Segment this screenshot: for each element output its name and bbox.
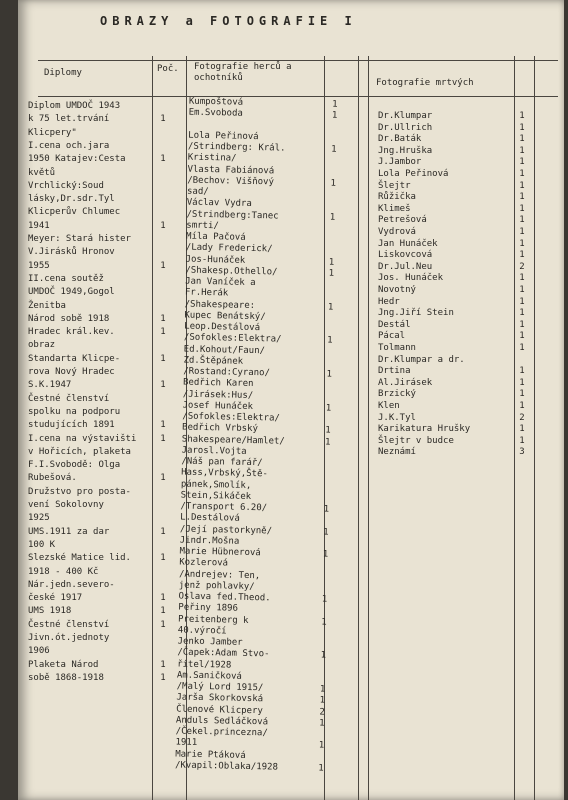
diplom-count: 1 bbox=[160, 327, 166, 338]
diplom-count: 1 bbox=[160, 659, 166, 670]
foto-mrtvych-count: 1 bbox=[519, 319, 525, 330]
foto-zivych-count: 1 bbox=[327, 335, 333, 346]
header-foto-zivych: Fotografie herců a ochotníků bbox=[194, 62, 292, 83]
diplom-line: 1925 bbox=[28, 513, 50, 524]
foto-mrtvych-count: 1 bbox=[519, 331, 525, 342]
diplom-line: české 1917 bbox=[28, 593, 83, 604]
foto-zivych-line: Fr.Herák bbox=[184, 287, 229, 299]
foto-mrtvych-count: 1 bbox=[519, 250, 525, 261]
diplom-line: Standarta Klicpe- bbox=[28, 353, 121, 364]
foto-mrtvych-name: Petrešová bbox=[378, 215, 427, 226]
foto-mrtvych-name: Dr.Ullrich bbox=[378, 122, 433, 133]
foto-zivych-count: 1 bbox=[319, 718, 325, 729]
foto-zivych-line: L.Destálová bbox=[180, 512, 240, 525]
foto-mrtvych-count: 1 bbox=[519, 134, 525, 145]
foto-zivych-count: 1 bbox=[328, 257, 335, 268]
foto-zivych-line: /Bechov: Višňový bbox=[187, 175, 275, 188]
foto-zivych-line: Peřiny 1896 bbox=[178, 602, 239, 614]
foto-zivych-count: 1 bbox=[332, 99, 338, 110]
foto-mrtvych-count: 2 bbox=[519, 412, 525, 423]
foto-zivych-line: sad/ bbox=[186, 186, 209, 198]
diplom-line: sobě 1868-1918 bbox=[28, 672, 104, 683]
diplom-line: Hradec král.kev. bbox=[28, 327, 115, 338]
foto-mrtvych-name: J.K.Tyl bbox=[378, 412, 416, 423]
foto-zivych-line: Oslava fed.Theod. bbox=[178, 591, 271, 604]
foto-mrtvych-name: Destál bbox=[378, 319, 411, 330]
foto-zivych-line: jenž pohlavky/ bbox=[178, 580, 255, 592]
foto-mrtvych-name: Al.Jirásek bbox=[378, 377, 433, 388]
diplom-count: 1 bbox=[160, 380, 166, 391]
foto-mrtvych-count: 1 bbox=[519, 203, 525, 214]
foto-zivych-line: Shakespeare/Hamlet/ bbox=[181, 434, 285, 447]
foto-mrtvych-name: Pácal bbox=[378, 331, 406, 342]
foto-zivych-line: /Malý Lord 1915/ bbox=[176, 681, 264, 694]
foto-mrtvych-name: Dr.Klumpar bbox=[378, 111, 433, 121]
diplom-line: květů bbox=[28, 167, 56, 178]
foto-mrtvych-count: 3 bbox=[519, 447, 525, 458]
foto-mrtvych-name: J.Jambor bbox=[378, 157, 422, 168]
foto-zivych-line: pánek,Smolík, bbox=[180, 479, 252, 491]
diplom-count: 1 bbox=[160, 260, 166, 271]
foto-mrtvych-count: 1 bbox=[519, 366, 525, 377]
foto-zivych-line: /Shakesp.Othello/ bbox=[185, 265, 278, 278]
diplom-count: 1 bbox=[160, 473, 166, 484]
diplom-line: 100 K bbox=[28, 539, 56, 550]
foto-mrtvych-name: Šlejtr bbox=[378, 180, 411, 191]
foto-mrtvych-count: 2 bbox=[519, 261, 525, 272]
diplom-line: Klicperův Chlumec bbox=[28, 207, 121, 218]
diplom-line: Družstvo pro posta- bbox=[28, 486, 131, 497]
foto-mrtvych-count: 1 bbox=[519, 192, 525, 203]
foto-zivych-line: 1911 bbox=[175, 737, 198, 749]
foto-mrtvych-name: Dr.Jul.Neu bbox=[378, 261, 433, 272]
foto-zivych-line: /Andrejev: Ten, bbox=[178, 568, 261, 581]
foto-zivych-line: Členové Klicpery bbox=[176, 703, 263, 716]
foto-mrtvych-count: 1 bbox=[519, 122, 525, 133]
diplom-count: 1 bbox=[160, 553, 166, 564]
foto-zivych-line: /Sofokles:Elektra/ bbox=[182, 411, 280, 424]
diplom-line: vení Sokolovny bbox=[28, 500, 104, 510]
foto-zivych-line: Zd.Štěpánek bbox=[183, 355, 244, 367]
foto-zivych-count: 1 bbox=[324, 437, 331, 448]
foto-zivych-line: /Čapek:Adam Stvo- bbox=[177, 647, 270, 660]
diplom-line: lásky,Dr.sdr.Tyl bbox=[28, 194, 115, 205]
diplom-line: spolku na podporu bbox=[28, 406, 121, 417]
foto-zivych-count: 1 bbox=[328, 268, 335, 279]
foto-zivych-line: Vlasta Fabiánová bbox=[187, 164, 275, 176]
diplom-line: UMS.1911 za dar bbox=[28, 526, 110, 537]
foto-mrtvych-name: Tolmann bbox=[378, 343, 416, 353]
diplom-line: Nár.jedn.severo- bbox=[28, 579, 115, 590]
foto-zivych-count: 1 bbox=[323, 527, 329, 538]
foto-zivych-count: 1 bbox=[319, 684, 326, 695]
foto-zivych-line: Anduls Sedláčková bbox=[175, 715, 269, 728]
foto-zivych-line: Am.Saničková bbox=[176, 670, 243, 682]
foto-zivych-line: Kupec Benátský/ bbox=[184, 310, 266, 323]
foto-mrtvych-name: Dr.Klumpar a dr. bbox=[378, 354, 465, 365]
diplom-line: V.Jirásků Hronov bbox=[28, 247, 115, 258]
diplom-line: Rubešová. bbox=[28, 473, 77, 484]
header-diplomy: Diplomy bbox=[44, 68, 82, 78]
diplom-count: 1 bbox=[160, 154, 166, 165]
diplom-line: 1918 - 400 Kč bbox=[28, 566, 99, 577]
foto-mrtvych-count: 1 bbox=[519, 169, 525, 179]
foto-zivych-line: Míla Pačová bbox=[185, 231, 246, 243]
foto-mrtvych-count: 1 bbox=[519, 308, 525, 319]
foto-mrtvych-name: Karikatura Hrušky bbox=[378, 424, 471, 435]
foto-zivych-line: Kozlerová bbox=[179, 557, 229, 569]
diplom-line: F.I.Svobodě: Olga bbox=[28, 460, 121, 471]
diplom-line: II.cena soutěž bbox=[28, 273, 104, 284]
diplom-line: obraz bbox=[28, 340, 56, 351]
foto-zivych-line: /Shakespeare: bbox=[184, 299, 256, 311]
foto-mrtvych-count: 1 bbox=[519, 238, 525, 249]
foto-zivych-line: Kristina/ bbox=[187, 152, 237, 164]
diplom-line: Diplom UMDOČ 1943 bbox=[28, 101, 121, 111]
diplom-count: 1 bbox=[160, 606, 166, 617]
diplom-count: 1 bbox=[160, 313, 166, 324]
foto-zivych-line: Leop.Destálová bbox=[184, 321, 261, 334]
document-page bbox=[18, 0, 564, 800]
foto-zivych-line: Em.Svoboda bbox=[188, 107, 243, 119]
diplom-line: Meyer: Stará hister bbox=[28, 234, 131, 244]
foto-zivych-line: /Lady Frederick/ bbox=[185, 242, 273, 255]
foto-mrtvych-name: Lola Peřinová bbox=[378, 169, 449, 179]
foto-mrtvych-count: 1 bbox=[519, 424, 525, 435]
foto-mrtvych-name: Jan Hunáček bbox=[378, 238, 438, 249]
foto-mrtvych-count: 1 bbox=[519, 180, 525, 191]
foto-zivych-line: Jenko Jamber bbox=[177, 636, 243, 648]
diplom-line: Čestné členství bbox=[28, 393, 110, 404]
foto-mrtvych-count: 1 bbox=[519, 401, 525, 411]
foto-mrtvych-name: Dr.Baták bbox=[378, 134, 422, 145]
foto-zivych-count: 1 bbox=[318, 740, 325, 751]
foto-zivych-line: Jos-Hunáček bbox=[185, 254, 246, 266]
foto-zivych-line: Stein,Sikáček bbox=[180, 490, 252, 502]
header-foto-mrtvych: Fotografie mrtvých bbox=[376, 78, 474, 88]
foto-zivych-line: Bedřich Karen bbox=[182, 377, 254, 390]
foto-zivych-count: 1 bbox=[326, 369, 333, 380]
foto-zivych-count: 1 bbox=[322, 549, 329, 560]
foto-zivych-line: /Strindberg: Král. bbox=[187, 141, 286, 154]
foto-zivych-count: 1 bbox=[323, 504, 330, 515]
diplom-line: rova Nový Hradec bbox=[28, 367, 115, 377]
header-pocet: Poč. bbox=[157, 64, 179, 74]
foto-mrtvych-name: Klimeš bbox=[378, 203, 411, 214]
foto-zivych-line: Jarosl.Vojta bbox=[181, 445, 247, 457]
diplom-line: 1941 bbox=[28, 220, 50, 231]
foto-zivych-count: 2 bbox=[319, 706, 325, 718]
foto-zivych-count: 1 bbox=[329, 212, 336, 223]
diplom-count: 1 bbox=[160, 672, 166, 683]
foto-mrtvych-count: 1 bbox=[519, 285, 525, 295]
foto-zivych-count: 1 bbox=[321, 616, 327, 628]
diplom-line: Čestné členství bbox=[28, 619, 110, 630]
foto-zivych-line: /Strindberg:Tanec bbox=[186, 209, 279, 222]
foto-mrtvych-count: 1 bbox=[519, 227, 525, 237]
foto-zivych-count: 1 bbox=[325, 403, 332, 414]
foto-zivych-line: /Sofokles:Elektra/ bbox=[183, 332, 282, 345]
foto-zivych-line: Ed.Kohout/Faun/ bbox=[183, 344, 266, 356]
diplom-count: 1 bbox=[160, 220, 166, 231]
foto-zivych-line: Hass,Vrbský,Ště- bbox=[181, 467, 268, 480]
diplom-line: Klicpery" bbox=[28, 127, 77, 138]
foto-zivych-line: smrti/ bbox=[186, 220, 219, 232]
foto-zivych-count: 1 bbox=[320, 650, 327, 661]
foto-mrtvych-name: Drtina bbox=[378, 366, 411, 377]
diplom-line: I.cena och.jara bbox=[28, 140, 110, 151]
foto-zivych-line: řitel/1928 bbox=[177, 658, 232, 671]
foto-zivych-line: /Kvapil:Oblaka/1928 bbox=[174, 760, 279, 773]
foto-mrtvych-name: Vydrová bbox=[378, 227, 416, 237]
diplom-line: Ženitba bbox=[28, 300, 66, 311]
foto-zivych-line: Václav Vydra bbox=[186, 197, 252, 210]
foto-zivych-line: Jindr.Mošna bbox=[179, 535, 240, 547]
diplom-count: 1 bbox=[160, 593, 166, 604]
foto-mrtvych-name: Jng.Hruška bbox=[378, 145, 433, 156]
diplom-line: Slezské Matice lid. bbox=[28, 553, 131, 564]
foto-zivych-line: Josef Hunáček bbox=[182, 400, 254, 412]
foto-zivych-line: /Její pastorkyně/ bbox=[179, 524, 273, 536]
diplom-line: UMDOČ 1949,Gogol bbox=[28, 287, 115, 298]
foto-mrtvych-count: 1 bbox=[519, 343, 525, 353]
foto-zivych-line: /Náš pan farář/ bbox=[181, 456, 263, 469]
foto-zivych-line: /Transport 6.20/ bbox=[180, 501, 268, 514]
foto-mrtvych-count: 1 bbox=[519, 273, 525, 284]
diplom-count: 1 bbox=[160, 420, 166, 431]
diplom-line: Jivn.ót.jednoty bbox=[28, 633, 110, 643]
foto-zivych-line: Jan Vaníček a bbox=[185, 276, 256, 289]
diplom-line: studujících 1891 bbox=[28, 420, 115, 431]
page-title: OBRAZY a FOTOGRAFIE I bbox=[100, 14, 357, 28]
foto-zivych-line: /Čekel.princezna/ bbox=[175, 726, 268, 739]
foto-zivych-line: Preitenberg k bbox=[177, 613, 249, 626]
foto-mrtvych-name: Klen bbox=[378, 401, 400, 411]
diplom-line: Národ sobě 1918 bbox=[28, 313, 110, 324]
foto-mrtvych-name: Jos. Hunáček bbox=[378, 273, 444, 284]
foto-mrtvych-name: Novotný bbox=[378, 285, 416, 295]
foto-mrtvych-count: 1 bbox=[519, 296, 525, 307]
foto-zivych-count: 1 bbox=[331, 110, 338, 121]
diplom-line: 1955 bbox=[28, 260, 50, 271]
diplom-count: 1 bbox=[160, 619, 166, 630]
foto-mrtvych-count: 1 bbox=[519, 215, 525, 226]
foto-mrtvych-name: Jng.Jiří Stein bbox=[378, 308, 454, 319]
foto-mrtvych-name: Hedr bbox=[378, 296, 400, 307]
diplom-count: 1 bbox=[160, 353, 166, 364]
foto-mrtvych-name: Neznámí bbox=[378, 447, 416, 458]
diplom-count: 1 bbox=[160, 114, 166, 125]
foto-mrtvych-count: 1 bbox=[519, 389, 525, 400]
foto-zivych-line: Lola Peřinová bbox=[188, 130, 259, 142]
foto-mrtvych-count: 1 bbox=[519, 377, 525, 388]
foto-mrtvych-name: Šlejtr v budce bbox=[378, 435, 454, 446]
diplom-count: 1 bbox=[160, 526, 166, 537]
foto-zivych-count: 1 bbox=[330, 178, 337, 189]
diplom-line: 1950 Katajev:Cesta bbox=[28, 154, 126, 165]
foto-zivych-line: /Jirásek:Hus/ bbox=[182, 389, 254, 401]
diplom-line: I.cena na výstavišti bbox=[28, 433, 137, 444]
diplom-line: S.K.1947 bbox=[28, 380, 72, 391]
foto-mrtvych-count: 1 bbox=[519, 111, 525, 121]
diplom-line: 1906 bbox=[28, 646, 50, 657]
foto-zivych-line: Bedřich Vrbský bbox=[181, 422, 259, 435]
foto-mrtvych-count: 1 bbox=[519, 435, 525, 446]
foto-mrtvych-count: 1 bbox=[519, 145, 525, 156]
diplom-line: k 75 let.trvání bbox=[28, 114, 110, 125]
foto-zivych-count: 1 bbox=[331, 144, 337, 155]
foto-zivych-count: 1 bbox=[325, 425, 331, 436]
diplom-count: 1 bbox=[160, 433, 166, 444]
foto-zivych-count: 1 bbox=[321, 594, 328, 605]
foto-zivych-line: Marie Hübnerová bbox=[179, 546, 261, 559]
foto-zivych-line: Kumpoštová bbox=[188, 96, 244, 108]
diplom-line: UMS 1918 bbox=[28, 606, 72, 617]
diplom-line: Plaketa Národ bbox=[28, 659, 99, 670]
foto-zivych-count: 1 bbox=[327, 302, 334, 313]
diplom-line: Vrchlický:Soud bbox=[28, 180, 104, 191]
foto-mrtvych-count: 1 bbox=[519, 157, 525, 168]
foto-zivych-line: Marie Ptáková bbox=[175, 748, 246, 761]
diplom-line: v Hořicích, plaketa bbox=[28, 446, 131, 457]
foto-zivych-count: 1 bbox=[318, 763, 324, 774]
foto-mrtvych-name: Brzický bbox=[378, 389, 416, 400]
foto-mrtvych-name: Růžička bbox=[378, 192, 416, 203]
foto-zivych-line: Jarša Skorkovská bbox=[176, 692, 264, 705]
foto-mrtvych-name: Liskovcová bbox=[378, 250, 433, 261]
foto-zivych-count: 1 bbox=[319, 695, 326, 706]
foto-zivych-line: /Rostand:Cyrano/ bbox=[183, 366, 271, 379]
foto-zivych-line: 40.výročí bbox=[177, 625, 227, 637]
